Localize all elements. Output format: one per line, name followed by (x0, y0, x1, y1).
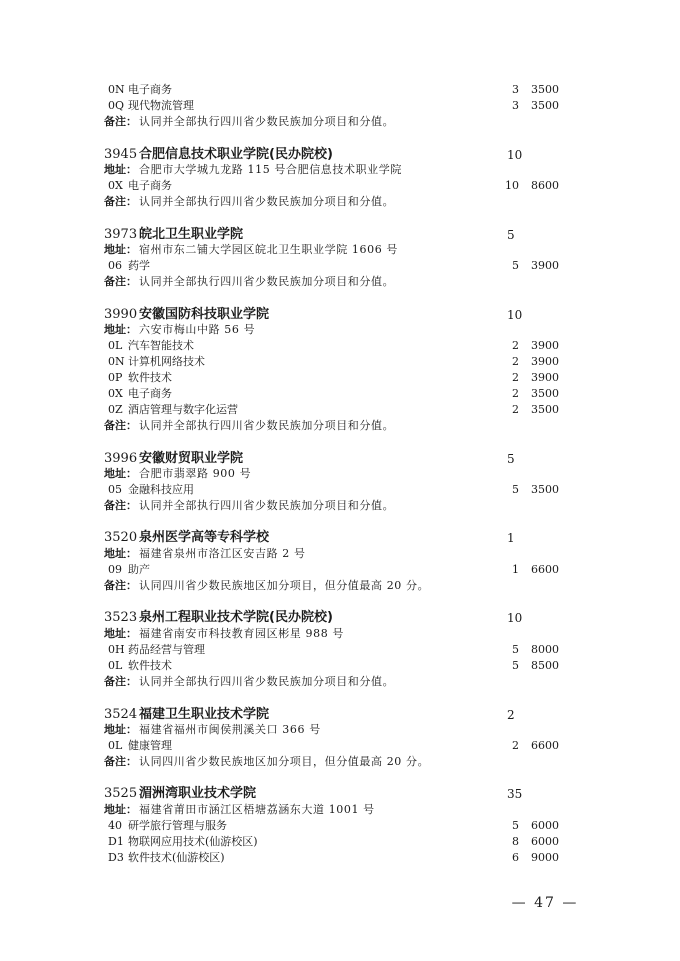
note-text: 认同并全部执行四川省少数民族加分项目和分值。 (139, 499, 395, 512)
major-code: 0L (108, 339, 123, 352)
major-code: 0N (108, 355, 125, 368)
school-name: 泉州医学高等专科学校 (139, 530, 270, 545)
major-row (0, 818, 680, 834)
note-label: 备注： (104, 115, 137, 128)
note-label: 备注： (104, 419, 137, 432)
note-line (0, 418, 680, 434)
major-code: 0L (108, 659, 123, 672)
major-row (0, 658, 680, 674)
school-plan-count: 5 (507, 452, 515, 466)
major-row (0, 370, 680, 386)
major-code: 06 (108, 259, 122, 272)
school-name: 福建卫生职业技术学院 (139, 707, 270, 722)
major-plan-count: 5 (512, 643, 519, 656)
address-label: 地址： (104, 467, 137, 480)
major-name: 软件技术(仙游校区) (128, 851, 225, 864)
school-name: 安徽国防科技职业学院 (139, 307, 270, 322)
major-tuition: 3900 (531, 355, 559, 368)
note-text: 认同并全部执行四川省少数民族加分项目和分值。 (139, 275, 395, 288)
address-line (0, 466, 680, 482)
school-plan-count: 10 (507, 611, 523, 625)
major-code: 0X (108, 387, 123, 400)
major-code: 0N (108, 83, 125, 96)
major-plan-count: 10 (505, 179, 519, 192)
major-plan-count: 5 (512, 483, 519, 496)
school-plan-count: 35 (507, 787, 523, 801)
school-header (0, 784, 680, 804)
address-line (0, 722, 680, 738)
major-tuition: 6600 (531, 563, 559, 576)
address-line (0, 802, 680, 818)
major-name: 汽车智能技术 (128, 339, 194, 352)
major-code: 40 (108, 819, 122, 832)
address-text: 福建省福州市闽侯荆溪关口 366 号 (139, 723, 321, 736)
note-text: 认同四川省少数民族地区加分项目，但分值最高 20 分。 (139, 755, 430, 768)
major-tuition: 8500 (531, 659, 559, 672)
note-label: 备注： (104, 275, 137, 288)
major-plan-count: 5 (512, 819, 519, 832)
address-label: 地址： (104, 803, 137, 816)
note-line (0, 114, 680, 130)
major-tuition: 6600 (531, 739, 559, 752)
address-text: 合肥市大学城九龙路 115 号合肥信息技术职业学院 (139, 163, 402, 176)
note-line (0, 498, 680, 514)
school-name: 泉州工程职业技术学院(民办院校) (139, 610, 333, 625)
major-name: 物联网应用技术(仙游校区) (128, 835, 258, 848)
major-row (0, 738, 680, 754)
school-code: 3520 (104, 530, 138, 545)
note-text: 认同并全部执行四川省少数民族加分项目和分值。 (139, 675, 395, 688)
school-code: 3524 (104, 707, 138, 722)
page-number: — 47 — (511, 895, 579, 911)
major-row (0, 338, 680, 354)
major-name: 金融科技应用 (128, 483, 194, 496)
major-name: 药品经营与管理 (128, 643, 205, 656)
major-row (0, 834, 680, 850)
major-code: D1 (108, 835, 124, 848)
major-tuition: 6000 (531, 819, 559, 832)
note-line (0, 674, 680, 690)
note-text: 认同四川省少数民族地区加分项目，但分值最高 20 分。 (139, 579, 430, 592)
major-plan-count: 2 (512, 339, 519, 352)
major-row (0, 178, 680, 194)
school-name: 合肥信息技术职业学院(民办院校) (139, 147, 333, 162)
major-tuition: 8000 (531, 643, 559, 656)
note-text: 认同并全部执行四川省少数民族加分项目和分值。 (139, 115, 395, 128)
school-name: 皖北卫生职业学院 (139, 227, 244, 242)
note-label: 备注： (104, 579, 137, 592)
major-row (0, 354, 680, 370)
note-label: 备注： (104, 675, 137, 688)
address-label: 地址： (104, 323, 137, 336)
major-name: 计算机网络技术 (128, 355, 205, 368)
note-text: 认同并全部执行四川省少数民族加分项目和分值。 (139, 195, 395, 208)
major-plan-count: 3 (512, 99, 519, 112)
address-line (0, 546, 680, 562)
note-text: 认同并全部执行四川省少数民族加分项目和分值。 (139, 419, 395, 432)
address-text: 六安市梅山中路 56 号 (139, 323, 256, 336)
school-code: 3973 (104, 227, 138, 242)
major-row (0, 82, 680, 98)
school-plan-count: 10 (507, 148, 523, 162)
major-tuition: 3500 (531, 99, 559, 112)
major-tuition: 8600 (531, 179, 559, 192)
major-name: 药学 (128, 259, 150, 272)
note-label: 备注： (104, 195, 137, 208)
school-name: 安徽财贸职业学院 (139, 451, 244, 466)
note-line (0, 754, 680, 770)
major-row (0, 482, 680, 498)
major-code: 0Q (108, 99, 125, 112)
major-tuition: 6000 (531, 835, 559, 848)
major-plan-count: 2 (512, 387, 519, 400)
major-code: 0P (108, 371, 123, 384)
major-plan-count: 2 (512, 739, 519, 752)
major-tuition: 3900 (531, 259, 559, 272)
major-plan-count: 2 (512, 403, 519, 416)
school-code: 3990 (104, 307, 138, 322)
major-name: 电子商务 (128, 387, 172, 400)
major-code: 0Z (108, 403, 123, 416)
major-name: 研学旅行管理与服务 (128, 819, 227, 832)
major-tuition: 9000 (531, 851, 559, 864)
major-row (0, 562, 680, 578)
major-code: 0X (108, 179, 123, 192)
school-plan-count: 5 (507, 228, 515, 242)
major-plan-count: 2 (512, 371, 519, 384)
major-name: 软件技术 (128, 659, 172, 672)
address-label: 地址： (104, 627, 137, 640)
school-code: 3523 (104, 610, 138, 625)
major-row (0, 98, 680, 114)
address-text: 福建省莆田市涵江区梧塘荔涵东大道 1001 号 (139, 803, 375, 816)
note-line (0, 194, 680, 210)
major-name: 健康管理 (128, 739, 172, 752)
address-line (0, 626, 680, 642)
address-label: 地址： (104, 243, 137, 256)
address-text: 福建省南安市科技教育园区彬星 988 号 (139, 627, 344, 640)
major-row (0, 258, 680, 274)
school-code: 3996 (104, 451, 138, 466)
school-plan-count: 2 (507, 708, 515, 722)
major-tuition: 3500 (531, 83, 559, 96)
major-plan-count: 3 (512, 83, 519, 96)
major-plan-count: 8 (512, 835, 519, 848)
address-label: 地址： (104, 163, 137, 176)
address-label: 地址： (104, 547, 137, 560)
major-row (0, 402, 680, 418)
major-code: D3 (108, 851, 124, 864)
note-line (0, 274, 680, 290)
major-name: 软件技术 (128, 371, 172, 384)
major-code: 09 (108, 563, 122, 576)
note-label: 备注： (104, 755, 137, 768)
major-tuition: 3900 (531, 339, 559, 352)
address-text: 宿州市东二铺大学园区皖北卫生职业学院 1606 号 (139, 243, 398, 256)
major-tuition: 3500 (531, 403, 559, 416)
major-name: 电子商务 (128, 83, 172, 96)
school-header (0, 528, 680, 548)
major-plan-count: 2 (512, 355, 519, 368)
address-line (0, 242, 680, 258)
school-header (0, 608, 680, 628)
major-tuition: 3500 (531, 387, 559, 400)
note-line (0, 578, 680, 594)
major-name: 电子商务 (128, 179, 172, 192)
address-text: 合肥市翡翠路 900 号 (139, 467, 252, 480)
major-code: 05 (108, 483, 122, 496)
major-tuition: 3900 (531, 371, 559, 384)
address-line (0, 322, 680, 338)
major-code: 0L (108, 739, 123, 752)
major-name: 酒店管理与数字化运营 (128, 403, 238, 416)
major-row (0, 386, 680, 402)
note-label: 备注： (104, 499, 137, 512)
school-code: 3525 (104, 786, 138, 801)
major-name: 现代物流管理 (128, 99, 194, 112)
address-line (0, 162, 680, 178)
major-code: 0H (108, 643, 125, 656)
major-plan-count: 6 (512, 851, 519, 864)
major-row (0, 850, 680, 866)
school-name: 湄洲湾职业技术学院 (139, 786, 257, 801)
address-label: 地址： (104, 723, 137, 736)
major-plan-count: 5 (512, 259, 519, 272)
school-plan-count: 10 (507, 308, 523, 322)
address-text: 福建省泉州市洛江区安吉路 2 号 (139, 547, 306, 560)
major-plan-count: 1 (512, 563, 519, 576)
school-plan-count: 1 (507, 531, 515, 545)
major-plan-count: 5 (512, 659, 519, 672)
major-name: 助产 (128, 563, 150, 576)
major-row (0, 642, 680, 658)
school-code: 3945 (104, 147, 138, 162)
major-tuition: 3500 (531, 483, 559, 496)
